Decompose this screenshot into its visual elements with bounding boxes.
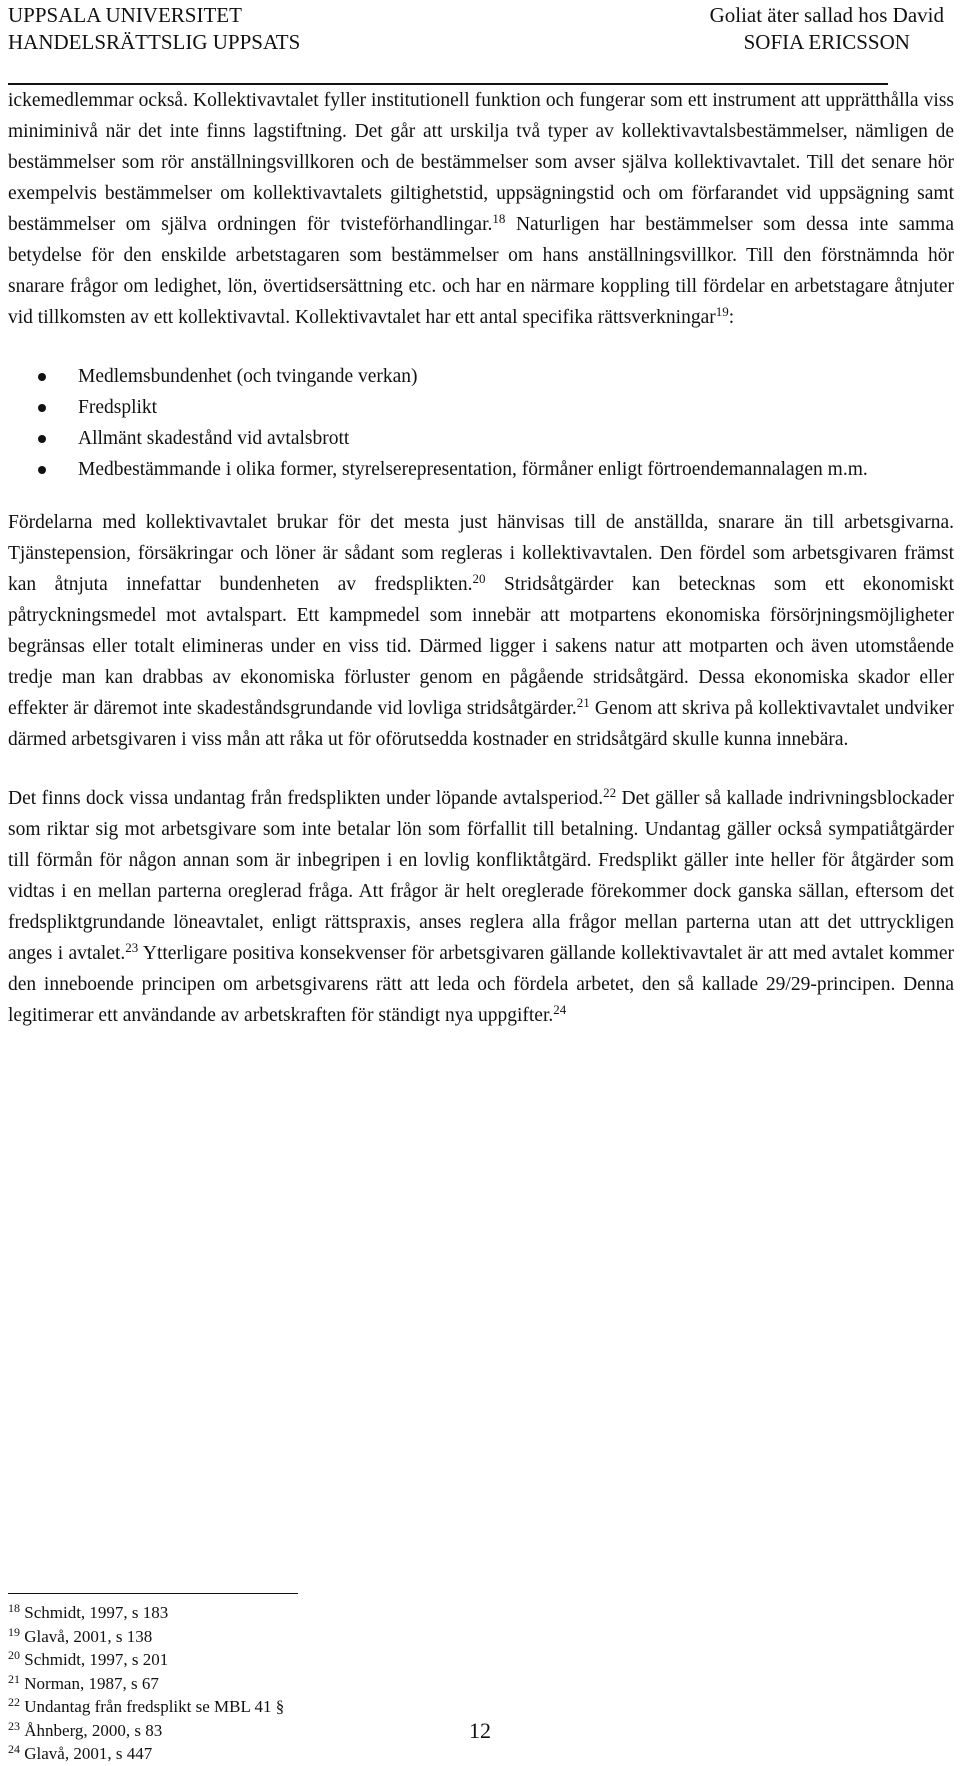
university-name: UPPSALA UNIVERSITET — [8, 3, 242, 27]
list-item: Medlemsbundenhet (och tvingande verkan) — [8, 361, 954, 392]
footnote-text: Schmidt, 1997, s 201 — [24, 1650, 169, 1669]
footnote-ref-23[interactable]: 23 — [125, 940, 139, 955]
footnote-number: 20 — [8, 1648, 20, 1662]
footnote-19 — [8, 1625, 284, 1649]
p2-text-b: Stridsåtgärder kan betecknas som ett ekonomiskt påtryckningsmedel mot avtalspart. Ett kampmedel som innebär att motpartens ekonomiska försörjningsmöjligheter begränsas eller totalt elimineras under en viss tid. Därmed ligger i sakens natur att motparten och även utomstående tredje man kan drabbas av ekonomiska förluster genom en pågående stridsåtgärd. Dessa ekonomiska skador eller effekter är däremot inte skadeståndsgrundande vid lovliga stridsåtgärder. — [8, 574, 954, 719]
footnote-number: 23 — [8, 1718, 20, 1733]
thesis-title: Goliat äter sallad hos David — [709, 3, 944, 27]
footnote-text: Schmidt, 1997, s 183 — [24, 1603, 169, 1622]
footnote-number: 19 — [8, 1624, 20, 1639]
p1-text-c: : — [728, 307, 735, 328]
header-left — [8, 2, 300, 56]
footnote-text: Glavå, 2001, s 138 — [24, 1626, 153, 1646]
p3-text-b: Det gäller så kallade indrivningsblockader som riktar sig mot arbetsgivare som inte betalar lön som förfallit till betalning. Undantag gäller också sympatiåtgärder till förmån för någon annan som är inbegripen i en lovlig konfliktåtgärd. Fredsplikt gäller inte heller för åtgärder som vidtas i en mellan parterna oreglerad fråga. Att frågor är helt oreglerade förekommer dock ganska sällan, eftersom det fredspliktgrundande löneavtalet, enligt rättspraxis, anses reglera alla frågor mellan parterna utan att det uttryckligen anges i avtalet. — [8, 788, 954, 964]
spacer — [8, 485, 954, 507]
paragraph-2 — [8, 507, 954, 755]
thesis-type: HANDELSRÄTTSLIG UPPSATS — [8, 30, 301, 54]
p3-text-a: Det finns dock vissa undantag från fredsplikten under löpande avtalsperiod. — [8, 788, 604, 809]
header-right — [710, 2, 944, 56]
footnote-number: 22 — [8, 1695, 20, 1709]
main-text — [8, 85, 954, 1031]
footnote-text: Glavå, 2001, s 447 — [24, 1744, 153, 1763]
page-header — [8, 2, 952, 82]
footnote-number: 21 — [8, 1671, 20, 1686]
paragraph-3 — [8, 783, 954, 1031]
footnote-24 — [8, 1742, 284, 1766]
spacer — [8, 333, 954, 361]
author-name: SOFIA ERICSSON — [743, 30, 910, 54]
p1-text-a: ickemedlemmar också. Kollektivavtalet fyller institutionell funktion och fungerar som ett instrument att upprätthålla viss miniminivå när det inte finns lagstiftning. Det går att urskilja två typer av kollektivavtalsbestämmelser, nämligen de bestämmelser som rör anställningsvillkoren och de bestämmelser som avser själva kollektivavtalet. Till det senare hör exempelvis bestämmelser om kollektivavtalets giltighetstid, uppsägningstid och om förfarandet vid uppsägning samt bestämmelser om själva ordningen för tvisteförhandlingar. — [8, 90, 954, 235]
list-item: Allmänt skadestånd vid avtalsbrott — [8, 423, 954, 454]
footnote-ref-24[interactable]: 24 — [553, 1002, 567, 1017]
footnote-ref-18[interactable]: 18 — [492, 211, 506, 226]
footnote-number: 24 — [8, 1742, 20, 1756]
footnote-20 — [8, 1648, 284, 1672]
footnote-text: Norman, 1987, s 67 — [24, 1673, 159, 1693]
footnote-ref-19[interactable]: 19 — [715, 304, 729, 319]
footnote-number: 18 — [8, 1601, 20, 1615]
rights-list — [8, 361, 954, 485]
footnote-ref-21[interactable]: 21 — [576, 695, 590, 710]
footnote-text: Undantag från fredsplikt se MBL 41 § — [24, 1697, 285, 1716]
list-item: Fredsplikt — [8, 392, 954, 423]
p1-text-b: Naturligen har bestämmelser som dessa inte samma betydelse för den enskilde arbetstagaren som bestämmelser om hans anställningsvillkor. Till den förstnämnda hör snarare frågor om ledighet, lön, övertidsersättning etc. och har en närmare koppling till fördelar en arbetstagare åtnjuter vid tillkomsten av ett kollektivavtal. Kollektivavtalet har ett antal specifika rättsverkningar — [8, 214, 955, 328]
footnote-divider — [8, 1593, 298, 1594]
footnote-22 — [8, 1695, 284, 1719]
paragraph-1 — [8, 85, 954, 333]
footnote-ref-20[interactable]: 20 — [472, 571, 486, 586]
footnote-ref-22[interactable]: 22 — [603, 785, 617, 800]
footnote-text: Åhnberg, 2000, s 83 — [24, 1720, 163, 1740]
list-item: Medbestämmande i olika former, styrelserepresentation, förmåner enligt förtroendemannalagen m.m. — [8, 454, 954, 485]
footnote-18 — [8, 1601, 284, 1625]
p2-text-c: Genom att skriva på kollektivavtalet undviker därmed arbetsgivaren i viss mån att råka ut för oförutsedda kostnader en stridsåtgärd skulle kunna innebära. — [8, 698, 954, 750]
spacer — [8, 755, 954, 783]
page-number: 12 — [469, 1718, 491, 1743]
footnote-21 — [8, 1672, 284, 1696]
p3-text-c: Ytterligare positiva konsekvenser för arbetsgivaren gällande kollektivavtalet är att med avtalet kommer den inneboende principen om arbetsgivarens rätt att leda och fördela arbetet, den så kallade 29/29-principen. Denna legitimerar ett användande av arbetskraften för ständigt nya uppgifter. — [8, 943, 954, 1026]
p2-text-a: Fördelarna med kollektivavtalet brukar för det mesta just hänvisas till de anställda, snarare än till arbetsgivarna. Tjänstepension, försäkringar och löner är sådant som regleras i kollektivavtalen. Den fördel som arbetsgivaren främst kan åtnjuta innefattar bundenheten av fredsplikten. — [8, 512, 954, 595]
